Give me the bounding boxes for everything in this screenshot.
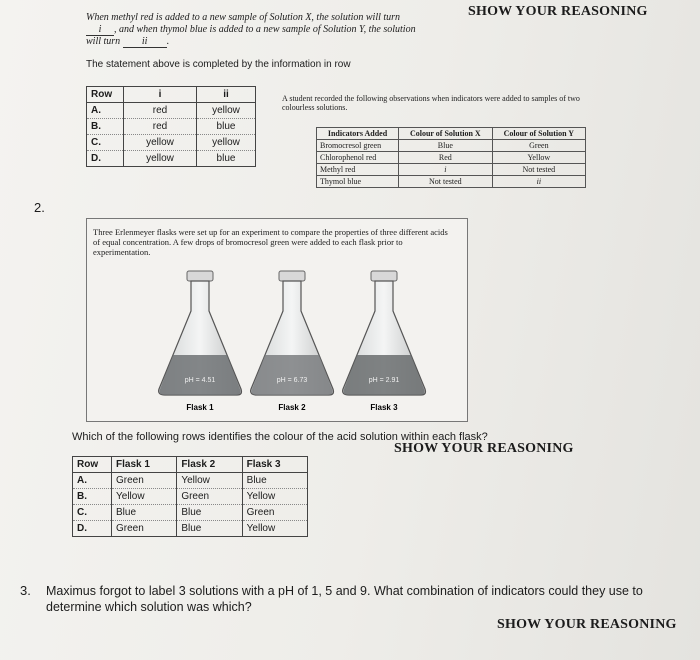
- row-letter: C.: [87, 135, 124, 151]
- table-row[interactable]: [87, 151, 256, 167]
- flask-3-label: Flask 3: [370, 403, 398, 412]
- flask-1-icon: [159, 271, 242, 395]
- row-letter: B.: [73, 489, 112, 505]
- table-row[interactable]: [87, 135, 256, 151]
- flask-2-label: Flask 2: [278, 403, 306, 412]
- table-header-row: [87, 87, 256, 103]
- indicator-colour-y: Not tested: [492, 164, 585, 176]
- indicator-colour-x: Not tested: [399, 176, 493, 188]
- indicator-header-row: [317, 128, 586, 140]
- flask-1-label: Flask 1: [186, 403, 214, 412]
- table-row[interactable]: [73, 473, 308, 489]
- cell-ii: blue: [197, 151, 256, 167]
- indicator-name: Chlorophenol red: [317, 152, 399, 164]
- q1-sentence-part-1: When methyl red is added to a new sample of Solution X, the solution will turn: [86, 12, 401, 23]
- header-row: Row: [87, 87, 124, 103]
- q1-line-3: will turn ii .: [86, 36, 170, 47]
- row-letter: A.: [73, 473, 112, 489]
- header-row: Row: [73, 457, 112, 473]
- row-letter: D.: [73, 521, 112, 537]
- cell-i: yellow: [124, 135, 197, 151]
- q3-text: Maximus forgot to label 3 solutions with a pH of 1, 5 and 9. What combination of indicators could they use to determine which solution was which?: [46, 584, 643, 614]
- q1-blank-ii: ii: [123, 36, 167, 48]
- indicator-name: Bromocresol green: [317, 140, 399, 152]
- indicator-intro: A student recorded the following observations when indicators were added to samples of two colourless solutions.: [282, 94, 580, 112]
- table-row[interactable]: [87, 119, 256, 135]
- flask-3-ph: pH = 2.91: [368, 377, 400, 384]
- flask-2-ph: pH = 6.73: [276, 377, 308, 384]
- indicator-header-indicator: Indicators Added: [317, 128, 399, 140]
- table-row: [317, 176, 586, 188]
- flask-1-stopper: [187, 271, 213, 281]
- q1-line-2: [86, 24, 506, 36]
- header-flask-3: Flask 3: [242, 457, 307, 473]
- q1-sentence-part-2: , and when thymol blue is added to a new sample of Solution Y, the solution: [114, 24, 416, 35]
- flask-3-liquid: [344, 355, 425, 395]
- q1-show-reasoning: SHOW YOUR REASONING: [468, 4, 648, 19]
- q1-statement: The statement above is completed by the information in row: [86, 59, 351, 70]
- cell-i: red: [124, 119, 197, 135]
- header-ii: ii: [197, 87, 256, 103]
- cell-ii: blue: [197, 119, 256, 135]
- table-header-row: [73, 457, 308, 473]
- q1-blank-i: i: [86, 24, 114, 36]
- table-row[interactable]: [87, 103, 256, 119]
- flask-3-icon: [343, 271, 426, 395]
- cell-flask-1: Blue: [112, 505, 177, 521]
- indicator-table: [316, 127, 586, 188]
- indicator-colour-y: Yellow: [492, 152, 585, 164]
- row-letter: D.: [87, 151, 124, 167]
- table-row: [317, 140, 586, 152]
- q2-intro: Three Erlenmeyer flasks were set up for an experiment to compare the properties of three different acids of equal concentration. A few drops of bromocresol green were added to each flask prior to experimentation.: [93, 227, 448, 257]
- cell-flask-2: Blue: [177, 505, 242, 521]
- q2-question: Which of the following rows identifies the colour of the acid solution within each flask?: [72, 431, 488, 443]
- q2-show-reasoning: SHOW YOUR REASONING: [394, 441, 574, 456]
- q2-answer-table: [72, 456, 308, 537]
- table-row: [317, 164, 586, 176]
- cell-flask-2: Yellow: [177, 473, 242, 489]
- flask-2-icon: [251, 271, 334, 395]
- header-flask-2: Flask 2: [177, 457, 242, 473]
- q1-line-1: [86, 12, 466, 23]
- cell-flask-1: Green: [112, 521, 177, 537]
- flask-1-ph: pH = 4.51: [184, 377, 216, 384]
- cell-ii: yellow: [197, 135, 256, 151]
- cell-flask-3: Yellow: [242, 521, 307, 537]
- q3-show-reasoning: SHOW YOUR REASONING: [497, 617, 677, 632]
- indicator-colour-y: ii: [492, 176, 585, 188]
- indicator-name: Thymol blue: [317, 176, 399, 188]
- cell-flask-2: Green: [177, 489, 242, 505]
- row-letter: B.: [87, 119, 124, 135]
- question-2-number: 2.: [34, 200, 45, 215]
- cell-i: red: [124, 103, 197, 119]
- indicator-colour-y: Green: [492, 140, 585, 152]
- flask-experiment-figure: [86, 218, 468, 422]
- indicator-name: Methyl red: [317, 164, 399, 176]
- header-flask-1: Flask 1: [112, 457, 177, 473]
- cell-flask-3: Yellow: [242, 489, 307, 505]
- q1-answer-table: [86, 86, 256, 167]
- cell-i: yellow: [124, 151, 197, 167]
- table-row[interactable]: [73, 521, 308, 537]
- cell-flask-2: Blue: [177, 521, 242, 537]
- cell-ii: yellow: [197, 103, 256, 119]
- flask-2-stopper: [279, 271, 305, 281]
- indicator-colour-x: Red: [399, 152, 493, 164]
- q1-sentence-part-3: will turn: [86, 36, 121, 47]
- cell-flask-1: Green: [112, 473, 177, 489]
- indicator-header-y: Colour of Solution Y: [492, 128, 585, 140]
- flask-2-liquid: [252, 355, 333, 395]
- cell-flask-3: Blue: [242, 473, 307, 489]
- table-row[interactable]: [73, 489, 308, 505]
- cell-flask-1: Yellow: [112, 489, 177, 505]
- flasks-illustration: [87, 267, 467, 417]
- header-i: i: [124, 87, 197, 103]
- row-letter: C.: [73, 505, 112, 521]
- flask-1-liquid: [160, 355, 241, 395]
- row-letter: A.: [87, 103, 124, 119]
- question-3-number: 3.: [20, 583, 31, 598]
- cell-flask-3: Green: [242, 505, 307, 521]
- table-row: [317, 152, 586, 164]
- table-row[interactable]: [73, 505, 308, 521]
- indicator-colour-x: i: [399, 164, 493, 176]
- indicator-header-x: Colour of Solution X: [399, 128, 493, 140]
- indicator-colour-x: Blue: [399, 140, 493, 152]
- flask-3-stopper: [371, 271, 397, 281]
